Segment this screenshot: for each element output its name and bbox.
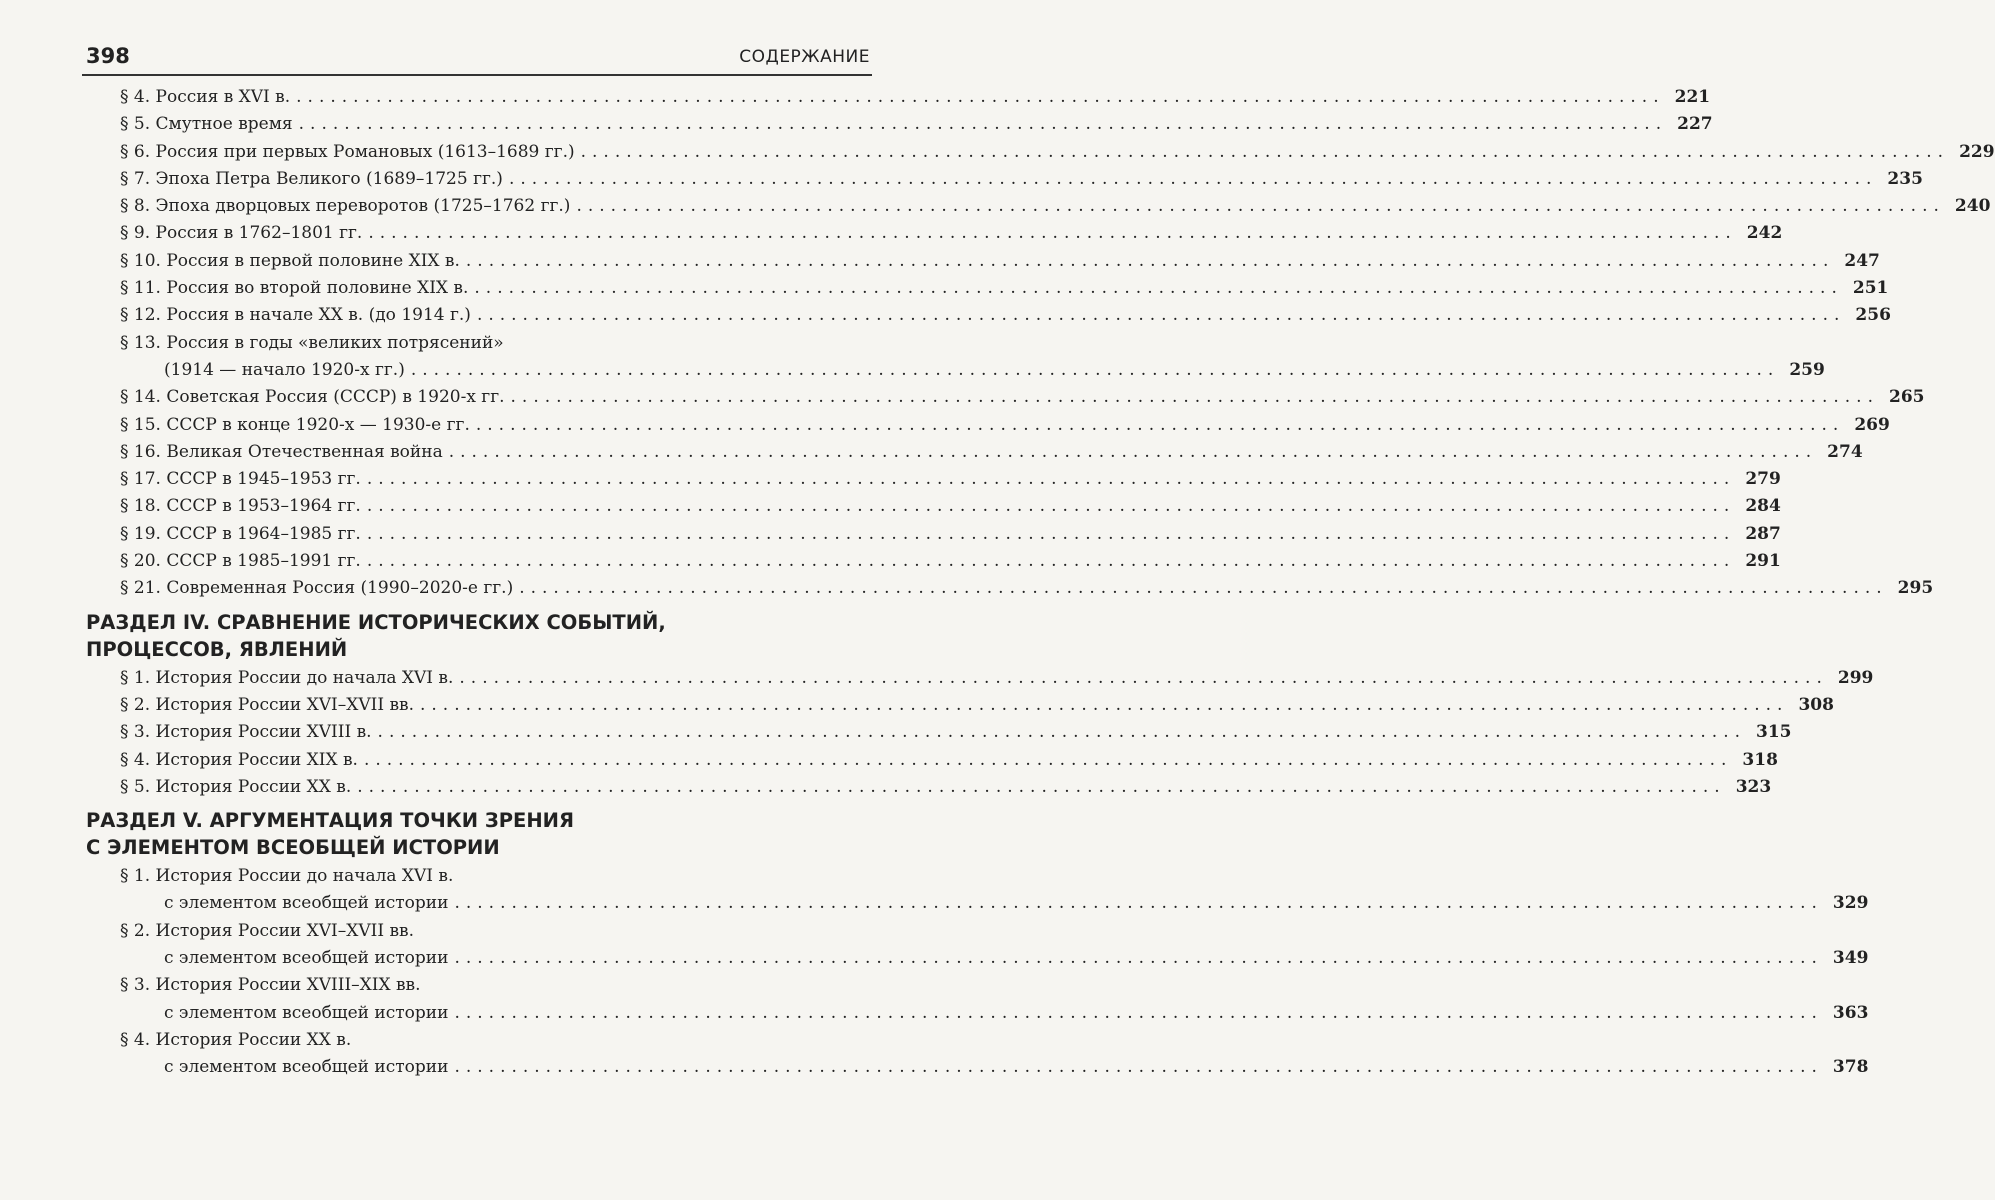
toc-entry-line [120, 863, 870, 890]
toc-page-number: 329 [1832, 893, 1869, 914]
toc-entry-line [120, 774, 1772, 801]
toc-page-number: 251 [1852, 278, 1889, 299]
toc-entry-title: § 2. История России XVI–XVII вв. [120, 920, 414, 941]
toc-entry-title: § 1. История России до начала XVI в. [120, 667, 454, 688]
toc-entry-title: § 13. Россия в годы «великих потрясений» [120, 332, 504, 353]
toc-entry [120, 248, 1880, 275]
toc-leader-dots: ........................................................................................................................ [420, 694, 1789, 715]
toc-entry [120, 193, 1991, 220]
toc-page-number: 235 [1887, 168, 1923, 189]
table-of-contents [0, 84, 1995, 1082]
toc-leader-dots: ........................................................................................................................ [465, 250, 1835, 271]
toc-entry [120, 575, 1934, 602]
toc-entry [120, 918, 1869, 973]
toc-entry-title: § 2. История России XVI–XVII вв. [120, 694, 414, 715]
toc-page-number: 221 [1674, 87, 1711, 107]
page-header [82, 40, 872, 76]
toc-page-number: 318 [1742, 749, 1778, 770]
toc-entry-title: с элементом всеобщей истории [164, 1002, 449, 1023]
toc-entry-line [120, 412, 1890, 439]
toc-entry-line [120, 918, 870, 945]
toc-entry [120, 412, 1890, 439]
section-title-line: ПРОЦЕССОВ, ЯВЛЕНИЙ [86, 637, 348, 661]
toc-entry [120, 330, 1825, 385]
toc-group-section-4 [0, 665, 1874, 801]
toc-entry [120, 439, 1863, 466]
toc-entry-title: § 4. История России XX в. [120, 1029, 352, 1050]
toc-entry [120, 863, 1869, 918]
running-title: СОДЕРЖАНИЕ [739, 47, 870, 67]
toc-page-number: 378 [1832, 1057, 1869, 1078]
toc-entry-line [120, 166, 1923, 193]
toc-entry [120, 111, 1713, 138]
toc-leader-dots: ........................................................................................................................ [363, 749, 1733, 770]
toc-entry-title: с элементом всеобщей истории [164, 893, 449, 914]
toc-entry-title: § 11. Россия во второй половине XIX в. [120, 278, 469, 299]
toc-entry-title: § 16. Великая Отечественная война [120, 441, 443, 462]
toc-page-number: 363 [1832, 1002, 1869, 1023]
toc-entry-line [120, 719, 1792, 746]
toc-entry-title: § 15. СССР в конце 1920-х — 1930-е гг. [120, 414, 470, 435]
toc-entry [120, 548, 1781, 575]
toc-entry-line [120, 439, 1863, 466]
toc-entry [120, 692, 1834, 719]
toc-entry-title: § 6. Россия при первых Романовых (1613–1689 гг.) [120, 141, 575, 162]
page-number: 398 [86, 44, 130, 68]
toc-entry-line [120, 747, 1778, 774]
toc-entry-line [120, 972, 870, 999]
toc-entry-title: с элементом всеобщей истории [164, 948, 449, 969]
toc-entry-line [120, 665, 1874, 692]
section-title-line: РАЗДЕЛ IV. СРАВНЕНИЕ ИСТОРИЧЕСКИХ СОБЫТИЙ, [86, 610, 666, 634]
toc-entry-title: § 3. История России XVIII–XIX вв. [120, 975, 421, 996]
toc-entry-line [120, 248, 1880, 275]
toc-page-number: 349 [1832, 948, 1869, 969]
toc-group-section-5 [0, 863, 1869, 1081]
toc-leader-dots: ........................................................................................................................ [298, 114, 1668, 135]
toc-entry [120, 1027, 1869, 1082]
toc-page-number: 265 [1889, 387, 1925, 408]
toc-entry-line [120, 139, 1995, 166]
toc-entry [120, 139, 1995, 166]
toc-entry-title: § 19. СССР в 1964–1985 гг. [120, 523, 361, 544]
toc-leader-dots: ........................................................................................................................ [454, 1057, 1823, 1078]
toc-entry-title: (1914 — начало 1920-х гг.) [164, 359, 405, 380]
toc-entry-title: § 8. Эпоха дворцовых переворотов (1725–1762 гг.) [120, 196, 571, 217]
toc-page-number: 291 [1745, 551, 1781, 572]
section-heading-4 [86, 609, 876, 663]
toc-leader-dots: ........................................................................................................................ [459, 667, 1828, 688]
toc-entry-line [120, 493, 1781, 520]
toc-entry-title: § 1. История России до начала XVI в. [120, 866, 454, 887]
toc-entry-title: § 21. Современная Россия (1990–2020-е гг.) [120, 578, 514, 599]
section-title-line: С ЭЛЕМЕНТОМ ВСЕОБЩЕЙ ИСТОРИИ [86, 836, 500, 860]
toc-entry-title: § 4. Россия в XVI в. [120, 87, 291, 107]
toc-entry-line [120, 945, 1869, 972]
toc-page-number: 242 [1746, 223, 1783, 244]
toc-entry-line [120, 521, 1781, 548]
toc-entry [120, 466, 1781, 493]
toc-leader-dots: ........................................................................................................................ [366, 469, 1736, 490]
toc-entry-line [120, 384, 1925, 411]
toc-leader-dots: ........................................................................................................................ [357, 776, 1726, 797]
toc-leader-dots: ........................................................................................................................ [410, 359, 1780, 380]
toc-entry-title: § 17. СССР в 1945–1953 гг. [120, 469, 361, 490]
toc-entry [120, 84, 1711, 111]
toc-page-number: 240 [1954, 196, 1991, 217]
section-title-line: РАЗДЕЛ V. АРГУМЕНТАЦИЯ ТОЧКИ ЗРЕНИЯ [86, 809, 574, 833]
toc-entry-title: § 5. Смутное время [120, 114, 293, 135]
toc-entry-line [120, 1027, 870, 1054]
toc-leader-dots: ........................................................................................................................ [576, 196, 1945, 217]
toc-leader-dots: ........................................................................................................................ [377, 722, 1747, 743]
toc-page-number: 269 [1854, 414, 1890, 435]
toc-entry-title: § 14. Советская Россия (СССР) в 1920-х гг. [120, 387, 505, 408]
toc-entry [120, 521, 1781, 548]
toc-entry-title: § 4. История России XIX в. [120, 749, 358, 770]
toc-leader-dots: ........................................................................................................................ [510, 387, 1879, 408]
toc-entry-title: § 18. СССР в 1953–1964 гг. [120, 496, 361, 517]
toc-entry-line [120, 193, 1991, 220]
toc-leader-dots: ........................................................................................................................ [519, 578, 1888, 599]
toc-page-number: 323 [1735, 776, 1772, 797]
toc-leader-dots: ........................................................................................................................ [474, 278, 1843, 299]
toc-leader-dots: ........................................................................................................................ [454, 948, 1823, 969]
toc-entry-title: § 12. Россия в начале XX в. (до 1914 г.) [120, 305, 471, 326]
toc-entry [120, 493, 1781, 520]
toc-entry-line [120, 302, 1891, 329]
toc-entry-title: § 3. История России XVIII в. [120, 722, 372, 743]
toc-entry-line [120, 111, 1713, 138]
toc-entry-line [120, 466, 1781, 493]
toc-leader-dots: ........................................................................................................................ [296, 87, 1665, 107]
toc-entry-line [120, 692, 1834, 719]
toc-entry [120, 665, 1874, 692]
toc-leader-dots: ........................................................................................................................ [476, 305, 1846, 326]
toc-entry-title: § 20. СССР в 1985–1991 гг. [120, 551, 361, 572]
toc-page-number: 284 [1745, 496, 1781, 517]
toc-leader-dots: ........................................................................................................................ [448, 441, 1818, 462]
toc-entry-title: § 10. Россия в первой половине XIX в. [120, 250, 460, 271]
toc-entry [120, 166, 1923, 193]
section-heading-5 [86, 807, 876, 861]
toc-leader-dots: ........................................................................................................................ [454, 1002, 1823, 1023]
toc-entry-line [120, 890, 1869, 917]
toc-page-number: 279 [1745, 469, 1781, 490]
toc-entry-title: § 7. Эпоха Петра Великого (1689–1725 гг.) [120, 168, 503, 189]
toc-leader-dots: ........................................................................................................................ [366, 551, 1736, 572]
toc-page-number: 299 [1837, 667, 1874, 688]
toc-entry [120, 719, 1792, 746]
toc-group-main [0, 84, 1995, 603]
toc-entry [120, 384, 1925, 411]
toc-leader-dots: ........................................................................................................................ [454, 893, 1823, 914]
toc-entry-title: § 5. История России XX в. [120, 776, 352, 797]
toc-leader-dots: ........................................................................................................................ [366, 523, 1736, 544]
toc-page-number: 229 [1959, 141, 1995, 162]
toc-entry [120, 220, 1783, 247]
toc-entry-title: с элементом всеобщей истории [164, 1057, 449, 1078]
toc-page-number: 256 [1855, 305, 1891, 326]
toc-entry [120, 972, 1869, 1027]
toc-entry-line [120, 575, 1934, 602]
toc-leader-dots: ........................................................................................................................ [508, 168, 1878, 189]
toc-entry-line [120, 330, 870, 357]
toc-page-number: 295 [1897, 578, 1934, 599]
toc-entry-line [120, 357, 1825, 384]
toc-entry-title: § 9. Россия в 1762–1801 гг. [120, 223, 363, 244]
toc-entry [120, 774, 1772, 801]
toc-page-number: 308 [1798, 694, 1834, 715]
toc-page-number: 287 [1745, 523, 1781, 544]
toc-page-number: 274 [1827, 441, 1863, 462]
toc-leader-dots: ........................................................................................................................ [368, 223, 1737, 244]
toc-entry [120, 302, 1891, 329]
toc-leader-dots: ........................................................................................................................ [366, 496, 1736, 517]
toc-page-number: 247 [1844, 250, 1880, 271]
toc-entry-line [120, 84, 1711, 111]
toc-page-number: 227 [1677, 114, 1713, 135]
toc-entry [120, 275, 1889, 302]
toc-entry-line [120, 220, 1783, 247]
toc-page-number: 315 [1756, 722, 1792, 743]
toc-leader-dots: ........................................................................................................................ [580, 141, 1950, 162]
toc-entry [120, 747, 1778, 774]
toc-leader-dots: ........................................................................................................................ [475, 414, 1845, 435]
toc-entry-line [120, 548, 1781, 575]
toc-entry-line [120, 1054, 1869, 1081]
toc-page-number: 259 [1789, 359, 1825, 380]
toc-entry-line [120, 1000, 1869, 1027]
toc-entry-line [120, 275, 1889, 302]
